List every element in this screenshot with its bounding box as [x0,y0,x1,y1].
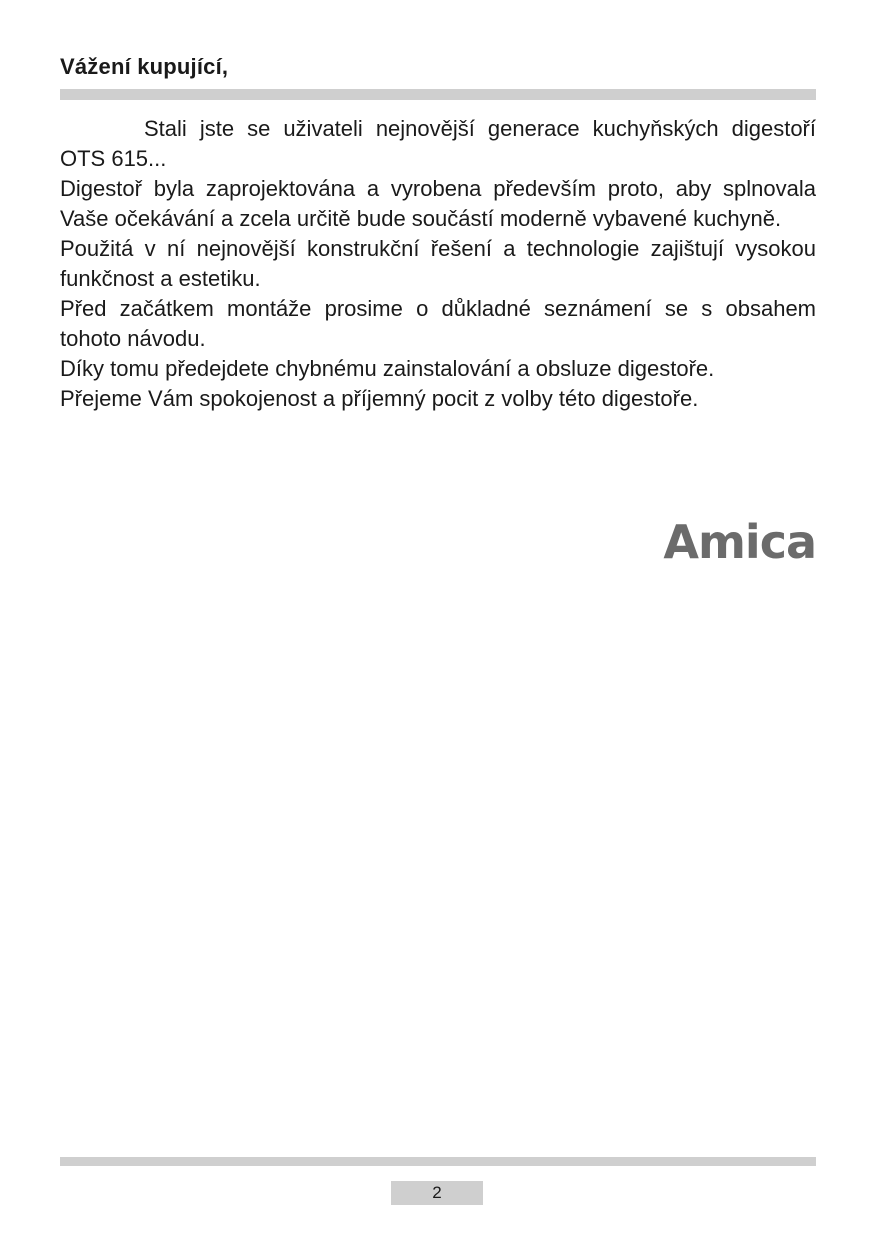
page-number: 2 [391,1181,483,1205]
paragraph-wishes: Přejeme Vám spokojenost a příjemný pocit z volby této digestoře. [60,386,699,411]
bottom-divider [60,1157,816,1166]
paragraph-technology: Použitá v ní nejnovější konstrukční řešení a technologie zajištují vysokou funkčnost a estetiku. [60,236,816,291]
paragraph-avoid-errors: Díky tomu předejdete chybnému zainstalování a obsluze digestoře. [60,356,715,381]
paragraph-instructions: Před začátkem montáže prosime o důkladné seznámení se s obsahem tohoto návodu. [60,296,816,351]
amica-logo: Amica [663,515,816,569]
paragraph-intro: Stali jste se uživateli nejnovější generace kuchyňských digestoří OTS 615... [60,116,816,171]
body-text [60,114,816,414]
top-divider [60,89,816,100]
page-heading: Vážení kupující, [60,54,229,79]
paragraph-design: Digestoř byla zaprojektována a vyrobena především proto, aby splnovala Vaše očekávání a zcela určitě bude součástí moderně vybavené kuchyně. [60,176,816,231]
